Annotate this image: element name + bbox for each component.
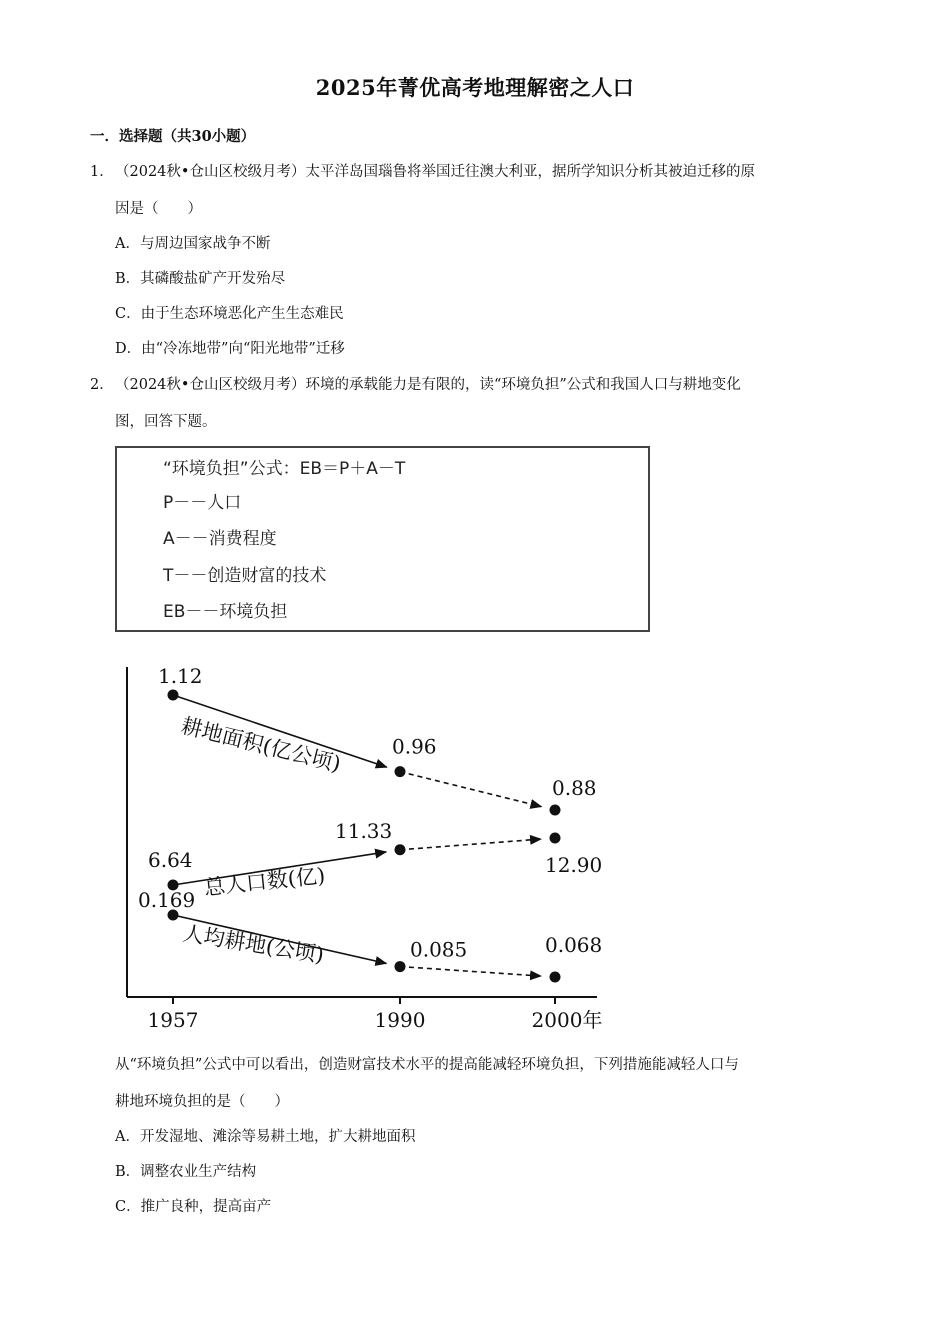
data-label: 12.90 xyxy=(545,853,603,877)
series-segment-dashed xyxy=(400,839,541,850)
formula-box xyxy=(115,446,650,632)
page-title: 2025年菁优高考地理解密之人口 xyxy=(315,75,635,100)
data-point xyxy=(395,766,406,777)
question-1-stem: （2024秋•仓山区校级月考）太平洋岛国瑙鲁将举国迁往澳大利亚，据所学知识分析其被迫迁移的原 xyxy=(115,164,755,180)
data-label: 0.169 xyxy=(138,888,196,912)
data-point xyxy=(550,805,561,816)
formula-t-definition: T－－创造财富的技术 xyxy=(163,566,327,586)
series-segment-dashed xyxy=(400,967,541,976)
data-label: 0.068 xyxy=(545,933,603,957)
data-label: 1.12 xyxy=(158,664,203,688)
question-2-number: 2． xyxy=(90,377,114,393)
data-label: 0.96 xyxy=(392,734,437,759)
series-caption: 人均耕地(公顷) xyxy=(181,921,326,968)
question-2-followup: 从“环境负担”公式中可以看出，创造财富技术水平的提高能减轻环境负担，下列措施能减轻人口与 xyxy=(115,1057,739,1073)
data-label: 6.64 xyxy=(148,848,193,872)
x-tick-label: 2000年 xyxy=(531,1008,603,1032)
data-label: 0.88 xyxy=(552,776,597,800)
data-point xyxy=(395,961,406,972)
question-1-option-a[interactable]: A．与周边国家战争不断 xyxy=(115,236,271,252)
formula-text: “环境负担”公式：EB＝P＋A－T xyxy=(163,459,406,479)
question-2-stem: （2024秋•仓山区校级月考）环境的承载能力是有限的，读“环境负担”公式和我国人口与耕地变化 xyxy=(115,377,741,393)
question-2-option-b[interactable]: B．调整农业生产结构 xyxy=(115,1164,257,1180)
series-caption: 耕地面积(亿公顷) xyxy=(178,713,344,777)
question-2-followup-cont: 耕地环境负担的是（ ） xyxy=(115,1094,289,1110)
question-2-option-c[interactable]: C．推广良种，提高亩产 xyxy=(115,1199,272,1215)
series-segment-dashed xyxy=(400,772,541,807)
data-point xyxy=(550,833,561,844)
question-1-stem-cont: 因是（ ） xyxy=(115,201,202,217)
question-2-stem-cont: 图，回答下题。 xyxy=(115,414,217,430)
question-1-option-b[interactable]: B．其磷酸盐矿产开发殆尽 xyxy=(115,271,286,287)
x-tick-label: 1957 xyxy=(147,1008,199,1032)
data-label: 11.33 xyxy=(335,818,393,843)
data-point xyxy=(550,972,561,983)
section-heading: 一．选择题（共30小题） xyxy=(90,128,256,145)
question-1-option-c[interactable]: C．由于生态环境恶化产生生态难民 xyxy=(115,306,344,322)
formula-p-definition: P－－人口 xyxy=(163,493,242,513)
data-point xyxy=(395,844,406,855)
x-tick-label: 1990 xyxy=(374,1008,426,1032)
series-caption: 总人口数(亿) xyxy=(203,863,327,900)
data-label: 0.085 xyxy=(410,937,468,962)
question-2-option-a[interactable]: A．开发湿地、滩涂等易耕土地，扩大耕地面积 xyxy=(115,1129,416,1145)
formula-a-definition: A－－消费程度 xyxy=(163,529,277,549)
data-point xyxy=(168,690,179,701)
question-1-option-d[interactable]: D．由“冷冻地带”向“阳光地带”迁移 xyxy=(115,341,345,357)
formula-eb-definition: EB－－环境负担 xyxy=(163,602,288,622)
population-farmland-chart xyxy=(110,655,630,1035)
question-1-number: 1． xyxy=(90,164,114,180)
